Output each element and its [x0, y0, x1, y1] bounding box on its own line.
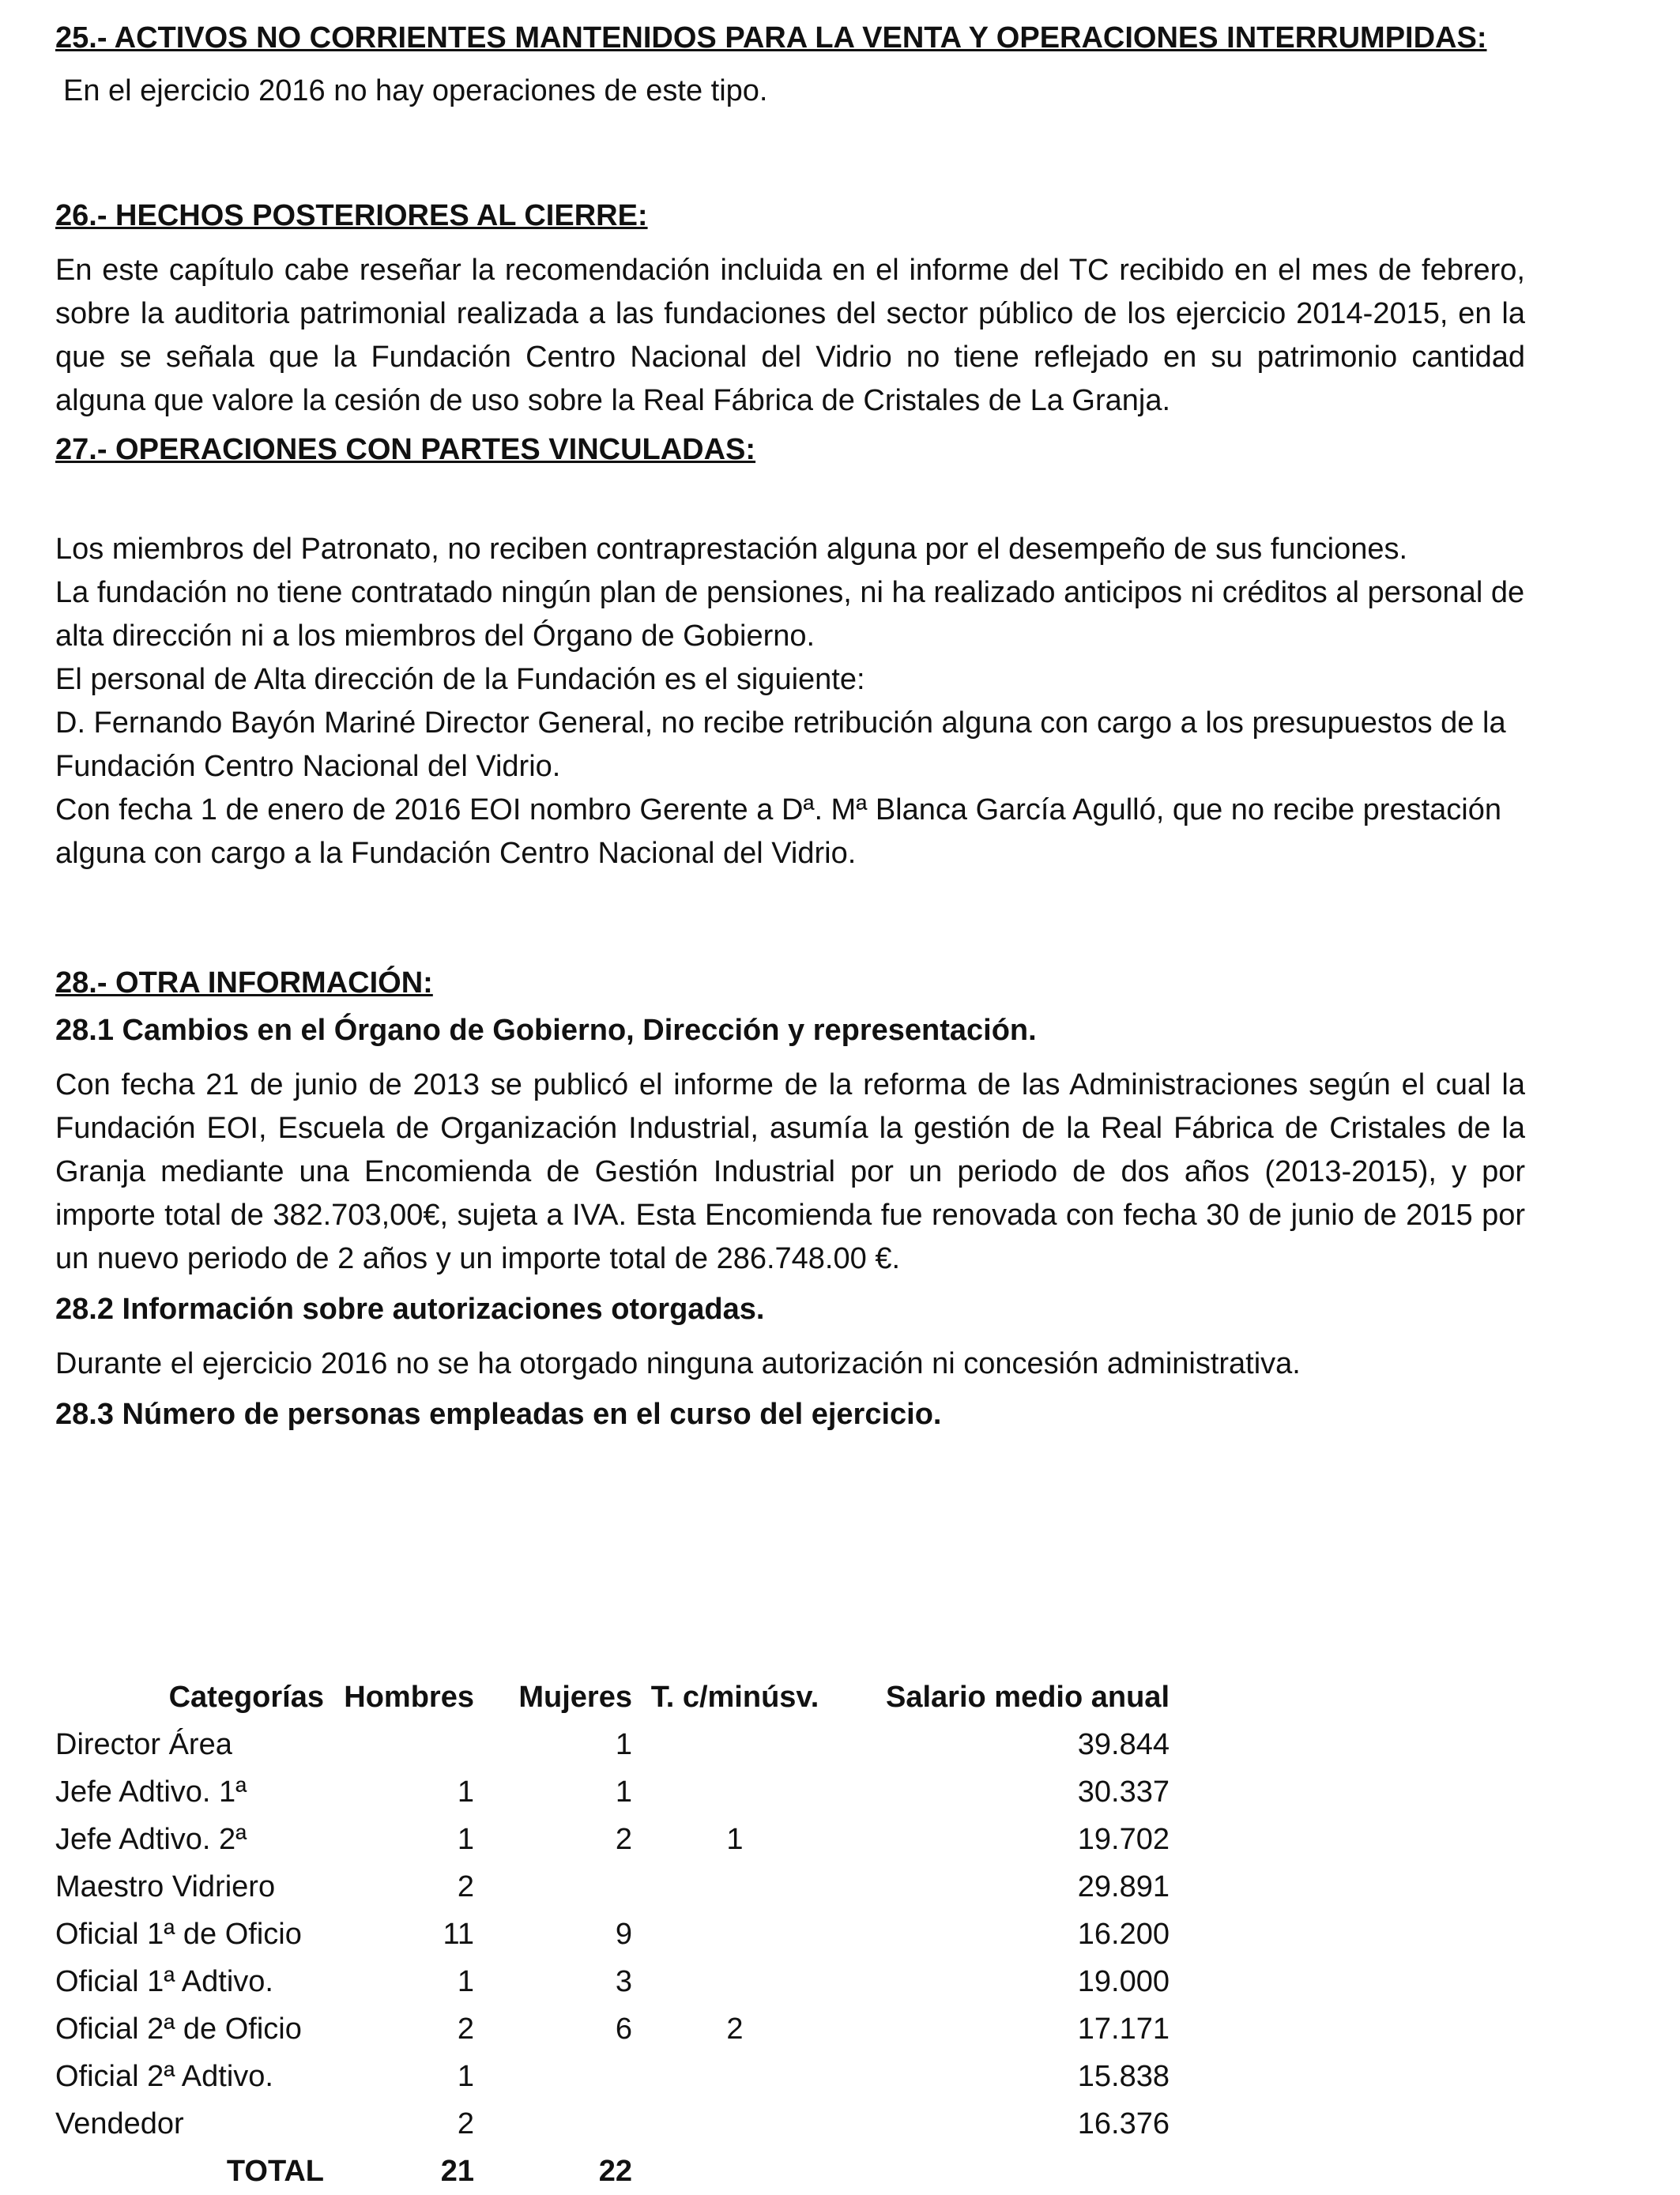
section-28-heading: 28.- OTRA INFORMACIÓN: — [55, 966, 433, 1000]
cell-minusvalia — [632, 1863, 838, 1911]
total-mujeres: 22 — [598, 2154, 632, 2188]
cell-categoria: Vendedor — [55, 2107, 184, 2140]
cell-salario: 29.891 — [1077, 1869, 1170, 1903]
cell-mujeres: 3 — [615, 1964, 632, 1998]
cell-salario: 16.376 — [1077, 2107, 1170, 2140]
cell-mujeres — [474, 2100, 632, 2148]
cell-minusvalia — [632, 1911, 838, 1958]
cell-categoria: Oficial 2ª de Oficio — [55, 2012, 302, 2046]
table-row — [55, 1863, 1170, 1911]
cell-hombres: 1 — [457, 1822, 474, 1856]
section-28-2-text: Durante el ejercicio 2016 no se ha otorgado ninguna autorización ni concesión administrativa. — [55, 1347, 1301, 1380]
cell-minusvalia: 2 — [726, 2012, 744, 2046]
cell-mujeres: 6 — [615, 2012, 632, 2046]
cell-mujeres: 1 — [615, 1727, 632, 1761]
table-body — [55, 1721, 1170, 2148]
cell-mujeres — [474, 2053, 632, 2100]
table-row — [55, 2100, 1170, 2148]
table-row — [55, 1816, 1170, 1863]
cell-hombres: 2 — [457, 2107, 474, 2140]
cell-hombres: 1 — [457, 2059, 474, 2093]
cell-categoria: Jefe Adtivo. 2ª — [55, 1822, 247, 1856]
table-row — [55, 2005, 1170, 2053]
cell-hombres: 1 — [457, 1775, 474, 1809]
section-26-heading: 26.- HECHOS POSTERIORES AL CIERRE: — [55, 199, 648, 232]
section-27-paragraph: D. Fernando Bayón Mariné Director General, no recibe retribución alguna con cargo a los presupuestos de la Fundación Centro Nacional del Vidrio. — [55, 706, 1506, 783]
cell-salario: 15.838 — [1077, 2059, 1170, 2093]
cell-salario: 39.844 — [1077, 1727, 1170, 1761]
cell-salario: 19.702 — [1077, 1822, 1170, 1856]
section-26-text: En este capítulo cabe reseñar la recomendación incluida en el informe del TC recibido en el mes de febrero, sobre la auditoria patrimonial realizada a las fundaciones del sector público de los ejercicio 2014-2015, en la que se señala que la Fundación Centro Nacional del Vidrio no tiene reflejado en su patrimonio cantidad alguna que valore la cesión de uso sobre la Real Fábrica de Cristales de La Granja. — [55, 254, 1525, 417]
table-total-row — [55, 2148, 1170, 2195]
cell-mujeres: 2 — [615, 1822, 632, 1856]
cell-mujeres — [474, 1863, 632, 1911]
col-header-categoria: Categorías — [168, 1680, 324, 1714]
cell-salario: 16.200 — [1077, 1917, 1170, 1951]
cell-hombres: 1 — [457, 1964, 474, 1998]
section-27-heading: 27.- OPERACIONES CON PARTES VINCULADAS: — [55, 433, 756, 466]
total-salario — [838, 2148, 1170, 2195]
cell-minusvalia — [632, 1768, 838, 1816]
section-28-1-heading: 28.1 Cambios en el Órgano de Gobierno, Dirección y representación. — [55, 1014, 1037, 1047]
section-27-paragraph: Los miembros del Patronato, no reciben contraprestación alguna por el desempeño de sus funciones. — [55, 533, 1408, 566]
col-header-minusvalia: T. c/minúsv. — [650, 1680, 819, 1714]
cell-hombres — [324, 1721, 474, 1768]
cell-categoria: Oficial 1ª Adtivo. — [55, 1964, 273, 1998]
cell-categoria: Jefe Adtivo. 1ª — [55, 1775, 247, 1809]
total-label: TOTAL — [226, 2154, 324, 2188]
section-27-paragraph: La fundación no tiene contratado ningún plan de pensiones, ni ha realizado anticipos ni créditos al personal de alta dirección ni a los miembros del Órgano de Gobierno. — [55, 576, 1525, 653]
section-28-3-heading: 28.3 Número de personas empleadas en el curso del ejercicio. — [55, 1398, 942, 1431]
cell-categoria: Maestro Vidriero — [55, 1869, 276, 1903]
section-27-paragraph: El personal de Alta dirección de la Fundación es el siguiente: — [55, 663, 865, 696]
cell-minusvalia: 1 — [726, 1822, 744, 1856]
cell-minusvalia — [632, 2053, 838, 2100]
col-header-mujeres: Mujeres — [518, 1680, 632, 1714]
table-row — [55, 2053, 1170, 2100]
cell-categoria: Oficial 2ª Adtivo. — [55, 2059, 273, 2093]
table-row — [55, 1721, 1170, 1768]
employees-table — [55, 1674, 1170, 2195]
cell-mujeres: 1 — [615, 1775, 632, 1809]
cell-minusvalia — [632, 2100, 838, 2148]
section-27-paragraph: Con fecha 1 de enero de 2016 EOI nombro Gerente a Dª. Mª Blanca García Agulló, que no recibe prestación alguna con cargo a la Fundación Centro Nacional del Vidrio. — [55, 793, 1501, 870]
cell-hombres: 2 — [457, 1869, 474, 1903]
cell-categoria: Director Área — [55, 1727, 232, 1761]
total-hombres: 21 — [440, 2154, 474, 2188]
table-row — [55, 1768, 1170, 1816]
cell-salario: 30.337 — [1077, 1775, 1170, 1809]
section-28-1-text: Con fecha 21 de junio de 2013 se publicó el informe de la reforma de las Administraciones según el cual la Fundación EOI, Escuela de Organización Industrial, asumía la gestión de la Real Fábrica de Cristales de la Granja mediante una Encomienda de Gestión Industrial por un periodo de dos años (2013-2015), y por importe total de 382.703,00€, sujeta a IVA. Esta Encomienda fue renovada con fecha 30 de junio de 2015 por un nuevo periodo de 2 años y un importe total de 286.748.00 €. — [55, 1068, 1525, 1275]
cell-minusvalia — [632, 1958, 838, 2005]
col-header-salario: Salario medio anual — [886, 1680, 1170, 1714]
section-25-heading: 25.- ACTIVOS NO CORRIENTES MANTENIDOS PARA LA VENTA Y OPERACIONES INTERRUMPIDAS: — [55, 21, 1487, 55]
document-body — [55, 19, 1525, 1433]
cell-salario: 19.000 — [1077, 1964, 1170, 1998]
cell-hombres: 2 — [457, 2012, 474, 2046]
section-28-2-heading: 28.2 Información sobre autorizaciones otorgadas. — [55, 1293, 765, 1326]
table-row — [55, 1958, 1170, 2005]
cell-minusvalia — [632, 1721, 838, 1768]
section-25-text: En el ejercicio 2016 no hay operaciones de este tipo. — [63, 74, 768, 107]
total-minusvalia — [632, 2148, 838, 2195]
cell-salario: 17.171 — [1077, 2012, 1170, 2046]
col-header-hombres: Hombres — [344, 1680, 474, 1714]
table-header-row — [55, 1674, 1170, 1721]
cell-mujeres: 9 — [615, 1917, 632, 1951]
cell-hombres: 11 — [443, 1917, 474, 1951]
cell-categoria: Oficial 1ª de Oficio — [55, 1917, 302, 1951]
table-row — [55, 1911, 1170, 1958]
